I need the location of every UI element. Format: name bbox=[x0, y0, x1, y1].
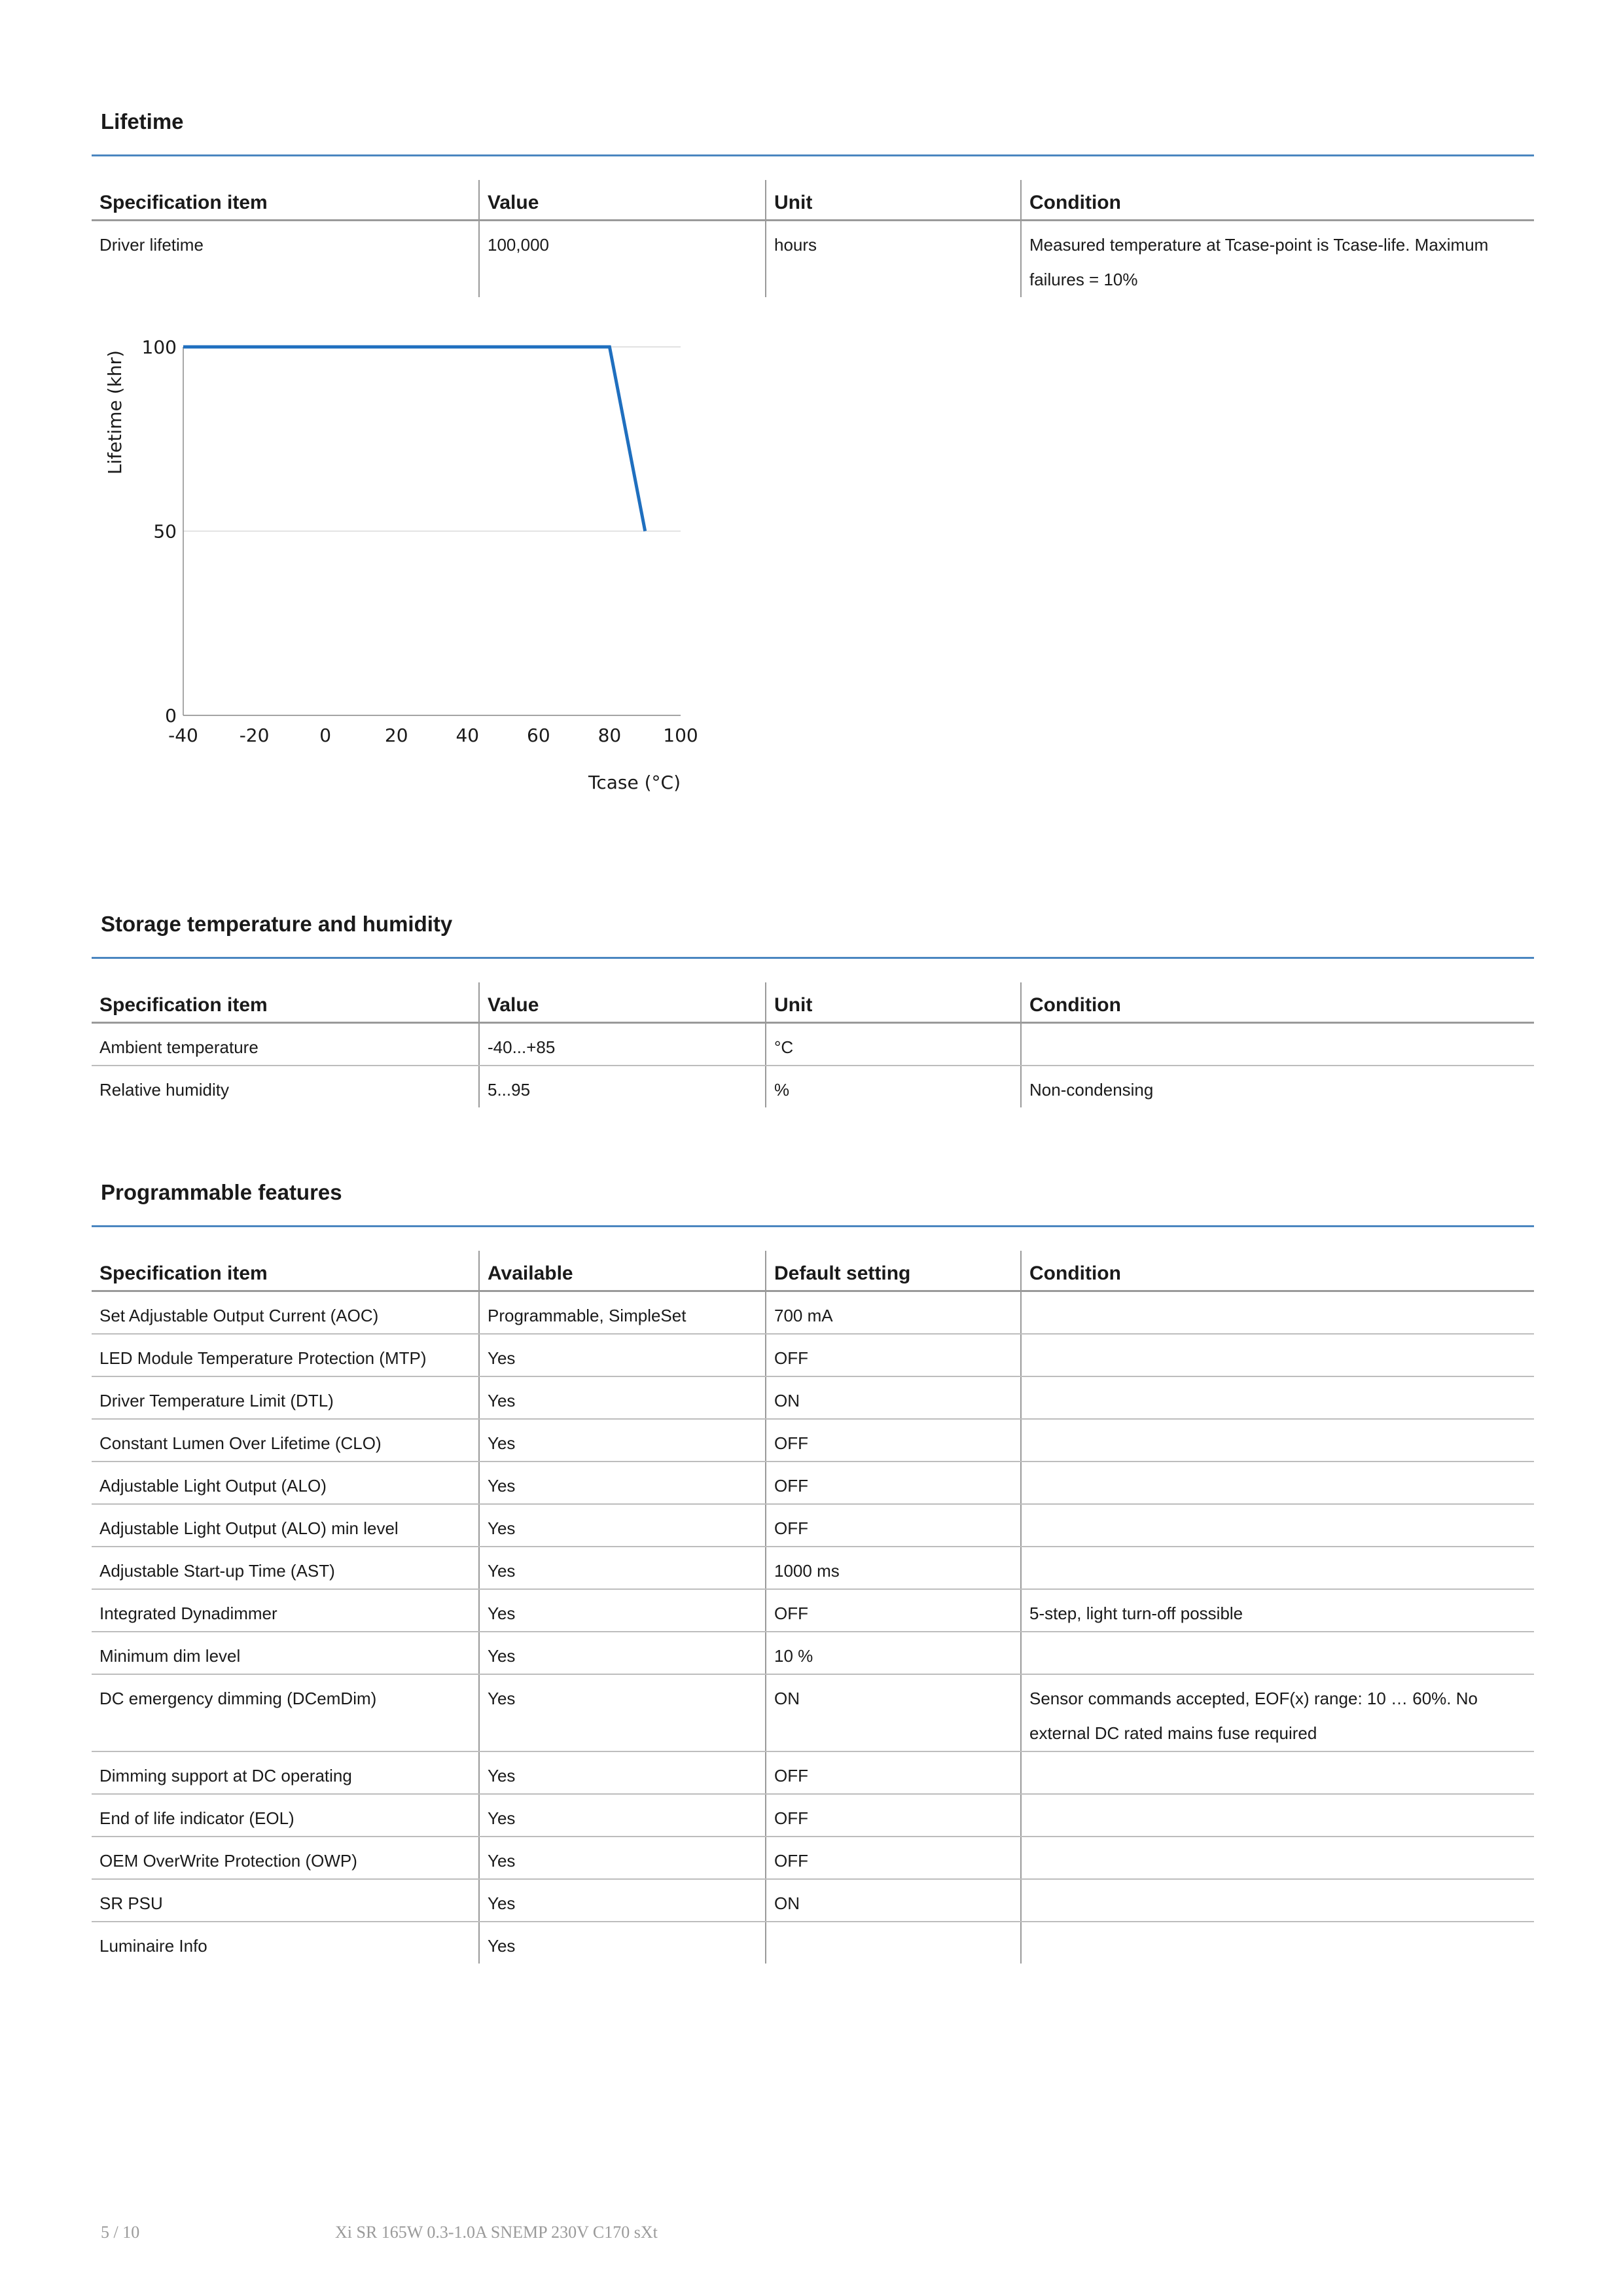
x-tick-label: 0 bbox=[319, 725, 332, 746]
table-row bbox=[92, 1794, 1534, 1837]
section-divider bbox=[92, 957, 1534, 959]
table-cell bbox=[1021, 1291, 1534, 1335]
table-cell bbox=[1021, 1023, 1534, 1066]
column-header: Unit bbox=[766, 982, 1021, 1023]
table-cell: Ambient temperature bbox=[92, 1023, 479, 1066]
table-cell: Adjustable Light Output (ALO) min level bbox=[92, 1504, 479, 1547]
chart-grid bbox=[183, 347, 681, 715]
table-cell: OFF bbox=[766, 1751, 1021, 1794]
column-header: Condition bbox=[1021, 982, 1534, 1023]
lifetime-series-line bbox=[183, 347, 645, 531]
x-tick-label: 20 bbox=[384, 725, 408, 746]
table-cell: Driver Temperature Limit (DTL) bbox=[92, 1376, 479, 1419]
table-row bbox=[92, 1376, 1534, 1419]
table-cell bbox=[1021, 1462, 1534, 1504]
lifetime-section bbox=[92, 102, 1534, 297]
table-cell: OFF bbox=[766, 1794, 1021, 1837]
table-header-row bbox=[92, 1251, 1534, 1291]
table-row bbox=[92, 1334, 1534, 1376]
x-axis-label: Tcase (°C) bbox=[588, 772, 681, 793]
chart-tick-labels bbox=[142, 336, 698, 746]
section-divider bbox=[92, 1225, 1534, 1227]
column-header: Condition bbox=[1021, 1251, 1534, 1291]
table-cell: OFF bbox=[766, 1462, 1021, 1504]
table-cell: 100,000 bbox=[479, 221, 766, 298]
table-cell: Programmable, SimpleSet bbox=[479, 1291, 766, 1335]
table-cell: Adjustable Light Output (ALO) bbox=[92, 1462, 479, 1504]
column-header: Default setting bbox=[766, 1251, 1021, 1291]
table-row bbox=[92, 1291, 1534, 1335]
table-cell: SR PSU bbox=[92, 1879, 479, 1922]
lifetime-chart-svg bbox=[92, 308, 720, 812]
section-title: Storage temperature and humidity bbox=[101, 912, 453, 936]
table-cell: OFF bbox=[766, 1837, 1021, 1879]
column-header: Unit bbox=[766, 180, 1021, 221]
storage-table bbox=[92, 982, 1534, 1107]
table-cell: Yes bbox=[479, 1462, 766, 1504]
table-cell: Yes bbox=[479, 1504, 766, 1547]
y-tick-label: 100 bbox=[141, 336, 177, 358]
table-cell: ON bbox=[766, 1674, 1021, 1751]
table-cell: Dimming support at DC operating bbox=[92, 1751, 479, 1794]
table-row bbox=[92, 1837, 1534, 1879]
column-header: Specification item bbox=[92, 1251, 479, 1291]
table-cell: Measured temperature at Tcase-point is Tcase-life. Maximum failures = 10% bbox=[1021, 221, 1534, 298]
table-row bbox=[92, 1922, 1534, 1964]
y-tick-label: 0 bbox=[165, 705, 177, 726]
table-cell: °C bbox=[766, 1023, 1021, 1066]
table-cell bbox=[1021, 1547, 1534, 1589]
table-row bbox=[92, 221, 1534, 298]
section-title: Programmable features bbox=[101, 1180, 342, 1204]
table-cell: End of life indicator (EOL) bbox=[92, 1794, 479, 1837]
table-cell: Constant Lumen Over Lifetime (CLO) bbox=[92, 1419, 479, 1462]
table-cell: 700 mA bbox=[766, 1291, 1021, 1335]
table-cell bbox=[1021, 1837, 1534, 1879]
table-row bbox=[92, 1751, 1534, 1794]
table-cell: hours bbox=[766, 221, 1021, 298]
programmable-section bbox=[92, 1173, 1534, 1964]
table-cell: 10 % bbox=[766, 1632, 1021, 1674]
table-cell: Integrated Dynadimmer bbox=[92, 1589, 479, 1632]
column-header: Specification item bbox=[92, 180, 479, 221]
x-tick-label: 100 bbox=[663, 725, 698, 746]
table-cell: Yes bbox=[479, 1674, 766, 1751]
table-header-row bbox=[92, 180, 1534, 221]
chart-series bbox=[183, 347, 645, 531]
table-cell bbox=[1021, 1879, 1534, 1922]
table-cell bbox=[1021, 1632, 1534, 1674]
table-cell: Minimum dim level bbox=[92, 1632, 479, 1674]
table-cell: Yes bbox=[479, 1837, 766, 1879]
table-cell: DC emergency dimming (DCemDim) bbox=[92, 1674, 479, 1751]
section-title: Lifetime bbox=[101, 109, 184, 134]
column-header: Specification item bbox=[92, 982, 479, 1023]
table-cell: 5...95 bbox=[479, 1066, 766, 1107]
table-cell: -40...+85 bbox=[479, 1023, 766, 1066]
table-cell: ON bbox=[766, 1879, 1021, 1922]
table-row bbox=[92, 1547, 1534, 1589]
column-header: Available bbox=[479, 1251, 766, 1291]
table-cell: Sensor commands accepted, EOF(x) range: 10 … 60%. No external DC rated mains fuse required bbox=[1021, 1674, 1534, 1751]
table-cell: OEM OverWrite Protection (OWP) bbox=[92, 1837, 479, 1879]
x-tick-label: -20 bbox=[239, 725, 270, 746]
table-row bbox=[92, 1504, 1534, 1547]
table-cell bbox=[766, 1922, 1021, 1964]
table-cell bbox=[1021, 1334, 1534, 1376]
table-cell: Driver lifetime bbox=[99, 235, 204, 255]
lifetime-chart bbox=[92, 308, 720, 815]
table-cell bbox=[1021, 1922, 1534, 1964]
footer-product-name: Xi SR 165W 0.3-1.0A SNEMP 230V C170 sXt bbox=[335, 2223, 658, 2242]
table-cell: LED Module Temperature Protection (MTP) bbox=[92, 1334, 479, 1376]
y-tick-label: 50 bbox=[153, 520, 177, 543]
column-header: Value bbox=[479, 180, 766, 221]
table-row bbox=[92, 1419, 1534, 1462]
table-cell: Yes bbox=[479, 1334, 766, 1376]
table-cell: OFF bbox=[766, 1589, 1021, 1632]
table-row bbox=[92, 1066, 1534, 1107]
lifetime-table bbox=[92, 180, 1534, 297]
table-cell: Yes bbox=[479, 1632, 766, 1674]
table-cell: OFF bbox=[766, 1334, 1021, 1376]
x-tick-label: 60 bbox=[527, 725, 550, 746]
table-cell: Yes bbox=[479, 1547, 766, 1589]
table-cell bbox=[1021, 1794, 1534, 1837]
storage-section bbox=[92, 905, 1534, 1107]
table-row bbox=[92, 1023, 1534, 1066]
table-row bbox=[92, 1462, 1534, 1504]
table-cell: 5-step, light turn-off possible bbox=[1021, 1589, 1534, 1632]
programmable-table bbox=[92, 1251, 1534, 1964]
table-cell: 1000 ms bbox=[766, 1547, 1021, 1589]
table-cell: OFF bbox=[766, 1504, 1021, 1547]
table-cell: OFF bbox=[766, 1419, 1021, 1462]
table-cell: Yes bbox=[479, 1794, 766, 1837]
table-cell bbox=[1021, 1504, 1534, 1547]
table-cell: Yes bbox=[479, 1751, 766, 1794]
table-row bbox=[92, 1674, 1534, 1751]
table-row bbox=[92, 1879, 1534, 1922]
table-header-row bbox=[92, 982, 1534, 1023]
table-cell: Yes bbox=[479, 1419, 766, 1462]
table-cell: Yes bbox=[479, 1922, 766, 1964]
table-cell: Set Adjustable Output Current (AOC) bbox=[92, 1291, 479, 1335]
table-cell: Non-condensing bbox=[1021, 1066, 1534, 1107]
table-cell bbox=[1021, 1419, 1534, 1462]
x-tick-label: 80 bbox=[597, 725, 622, 746]
table-cell: Yes bbox=[479, 1879, 766, 1922]
table-row bbox=[92, 1632, 1534, 1674]
column-header: Value bbox=[479, 982, 766, 1023]
table-cell: Luminaire Info bbox=[99, 1936, 207, 1956]
table-cell: Yes bbox=[479, 1376, 766, 1419]
table-cell: Yes bbox=[479, 1589, 766, 1632]
table-cell: % bbox=[766, 1066, 1021, 1107]
y-axis-label: Lifetime (khr) bbox=[104, 350, 126, 475]
x-tick-label: -40 bbox=[168, 725, 198, 746]
table-cell: Relative humidity bbox=[99, 1080, 229, 1100]
x-tick-label: 40 bbox=[455, 725, 480, 746]
section-divider bbox=[92, 154, 1534, 156]
table-row bbox=[92, 1589, 1534, 1632]
page-number: 5 / 10 bbox=[101, 2223, 140, 2242]
table-cell: ON bbox=[766, 1376, 1021, 1419]
column-header: Condition bbox=[1021, 180, 1534, 221]
table-cell bbox=[1021, 1376, 1534, 1419]
table-cell bbox=[1021, 1751, 1534, 1794]
table-cell: Adjustable Start-up Time (AST) bbox=[92, 1547, 479, 1589]
